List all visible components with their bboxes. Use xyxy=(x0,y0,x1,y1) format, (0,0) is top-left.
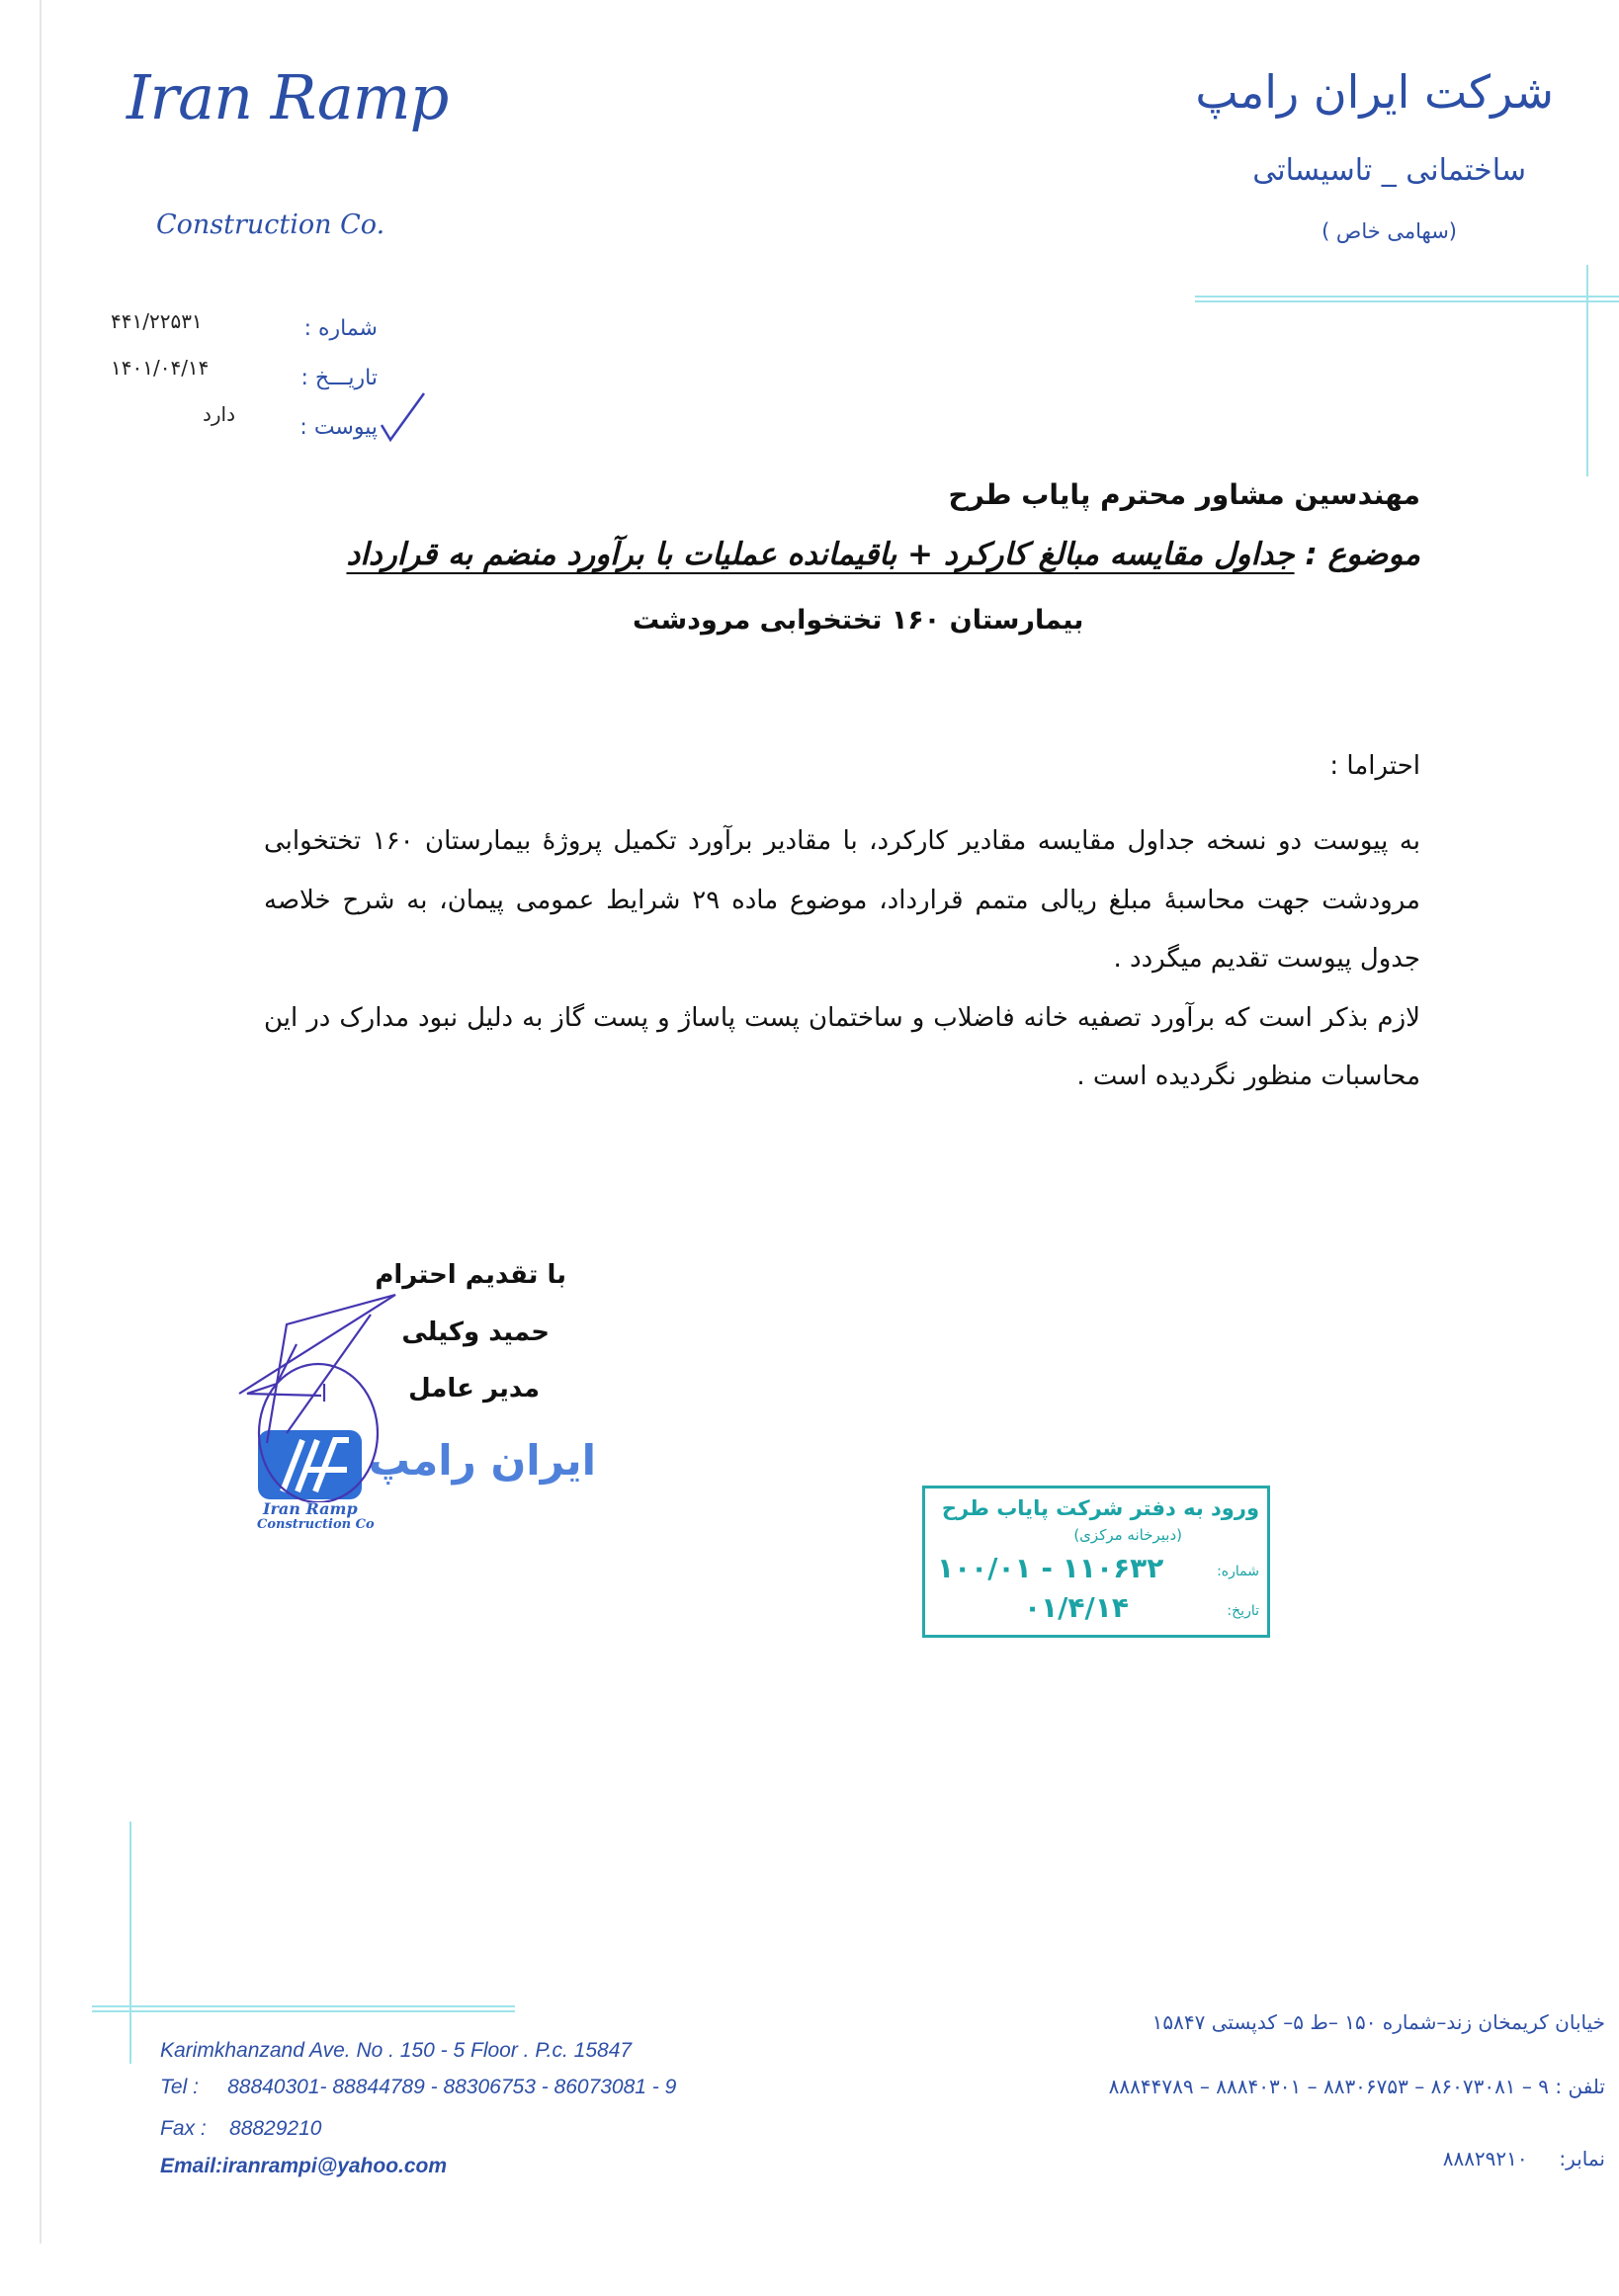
company-logo-fa: شرکت ایران رامپ xyxy=(1195,65,1554,119)
signer-title: مدیر عامل xyxy=(408,1374,540,1403)
receipt-stamp xyxy=(922,1486,1270,1638)
date-label: تاریـــخ : xyxy=(300,366,378,390)
page-edge xyxy=(40,0,42,2244)
signer-name: حمید وکیلی xyxy=(401,1318,550,1347)
subject-line xyxy=(346,537,1420,572)
letter-body xyxy=(264,812,1420,1107)
subject-label: موضوع : xyxy=(1294,537,1420,572)
number-label: شماره : xyxy=(303,316,378,341)
company-fa-type: (سهامی خاص ) xyxy=(1321,219,1457,243)
footer-tel-en: Tel : 88840301- 88844789 - 88306753 - 86073081 - 9 xyxy=(160,2076,677,2098)
paragraph-2: لازم بذکر است که برآورد تصفیه خانه فاضلاب و ساختمان پست پاساژ و پست گاز به دلیل نبود مدارک در این محاسبات منظور نگردیده است . xyxy=(264,1002,1420,1091)
footer-email-en: Email:iranrampi@yahoo.com xyxy=(160,2155,448,2177)
seal-text-fa: ایران رامپ xyxy=(368,1436,596,1485)
footer-fax-en: Fax : 88829210 xyxy=(160,2117,322,2140)
attachment-value: دارد xyxy=(202,402,235,426)
stamp-number-value: ۱۰۰/۰۱ - ۱۱۰۶۳۲ xyxy=(937,1552,1164,1584)
number-value: ۴۴۱/۲۲۵۳۱ xyxy=(111,309,203,333)
checkmark-icon xyxy=(379,390,428,445)
stamp-date-value: ۰۱/۴/۱۴ xyxy=(1024,1591,1129,1624)
footer-tel-fa: تلفن : ۹ – ۸۶۰۷۳۰۸۱ – ۸۸۳۰۶۷۵۳ – ۸۸۸۴۰۳۰۱ – ۸۸۸۴۴۷۸۹ xyxy=(1108,2075,1605,2098)
decor-line xyxy=(92,2005,515,2007)
decor-line xyxy=(92,2010,515,2012)
footer-address-en: Karimkhanzand Ave. No . 150 - 5 Floor . P.c. 15847 xyxy=(160,2039,633,2062)
stamp-subtitle: (دبیرخانه مرکزی) xyxy=(1073,1526,1182,1544)
stamp-number-label: شماره: xyxy=(1217,1564,1259,1579)
decor-line xyxy=(129,1822,131,2064)
decor-line xyxy=(1195,296,1619,298)
closing: با تقدیم احترام xyxy=(375,1260,566,1290)
date-value: ۱۴۰۱/۰۴/۱۴ xyxy=(111,356,210,380)
company-fa-sub: ساختمانی _ تاسیساتی xyxy=(1252,153,1526,188)
stamp-title: ورود به دفتر شرکت پایاب طرح xyxy=(941,1496,1259,1520)
addressee: مهندسین مشاور محترم پایاب طرح xyxy=(948,478,1420,511)
salutation: احتراما : xyxy=(1329,751,1420,781)
subject-text: جداول مقایسه مبالغ کارکرد + باقیمانده عملیات با برآورد منضم به قرارداد xyxy=(346,537,1295,572)
project-name: بیمارستان ۱۶۰ تختخوابی مرودشت xyxy=(633,605,1084,636)
company-logo-en-sub: Construction Co. xyxy=(156,210,385,240)
footer-address-fa: خیابان کریمخان زند–شماره ۱۵۰ –ط ۵– کدپستی ۱۵۸۴۷ xyxy=(1151,2010,1605,2034)
handwritten-signature xyxy=(227,1285,425,1502)
seal-text-en-sub: Construction Co xyxy=(257,1517,375,1532)
seal-text-en: Iran Ramp xyxy=(263,1499,358,1518)
stamp-date-label: تاریخ: xyxy=(1227,1603,1259,1619)
decor-line xyxy=(1195,300,1619,302)
footer-fax-fa: نمابر: ۸۸۸۲۹۲۱۰ xyxy=(1442,2147,1605,2170)
company-logo-en: Iran Ramp xyxy=(127,61,449,133)
paragraph-1: به پیوست دو نسخه جداول مقایسه مقادیر کارکرد، با مقادیر برآورد تکمیل پروژهٔ بیمارستان ۱۶۰ تختخوابی مرودشت جهت محاسبهٔ مبلغ ریالی متمم قرارداد، موضوع ماده ۲۹ شرایط عمومی پیمان، به شرح خلاصه جدول پیوست تقدیم میگردد . xyxy=(264,826,1420,974)
decor-line xyxy=(1586,265,1588,476)
attachment-label: پیوست : xyxy=(299,415,378,440)
